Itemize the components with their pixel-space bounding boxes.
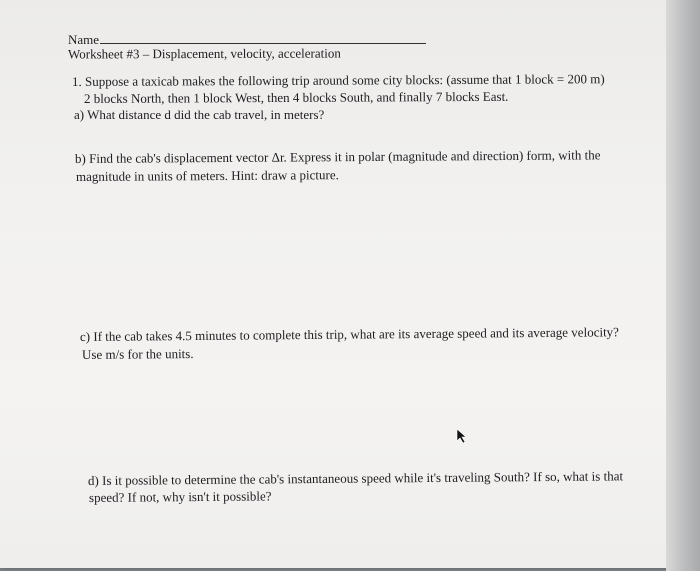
paper-stack-edge xyxy=(666,0,700,571)
question1-part-c-line2: Use m/s for the units. xyxy=(81,346,194,362)
question1-part-a: a) What distance d did the cab travel, in meters? xyxy=(74,107,325,122)
question1-part-b-line1: b) Find the cab's displacement vector Δr. Express it in polar (magnitude and direction) form, with the xyxy=(74,147,601,166)
question1-part-d-line1: d) Is it possible to determine the cab's instantaneous speed while it's traveling South? If so, what is that xyxy=(87,468,624,488)
arrow-cursor-icon xyxy=(455,428,469,444)
question1-part-b-line2: magnitude in units of meters. Hint: draw a picture. xyxy=(75,167,339,184)
question1-part-d-line2: speed? If not, why isn't it possible? xyxy=(88,488,272,505)
question1-intro-line2: 2 blocks North, then 1 block West, then 4 blocks South, and finally 7 blocks East. xyxy=(83,88,509,106)
name-label: Name xyxy=(68,32,100,47)
question1-part-c-line1: c) If the cab takes 4.5 minutes to complete this trip, what are its average speed and its average velocity? xyxy=(79,324,619,344)
name-blank-line xyxy=(100,43,426,44)
question1-intro-line1: 1. Suppose a taxicab makes the following trip around some city blocks: (assume that 1 block = 200 m) xyxy=(71,71,605,89)
worksheet-title: Worksheet #3 – Displacement, velocity, acceleration xyxy=(67,45,341,62)
